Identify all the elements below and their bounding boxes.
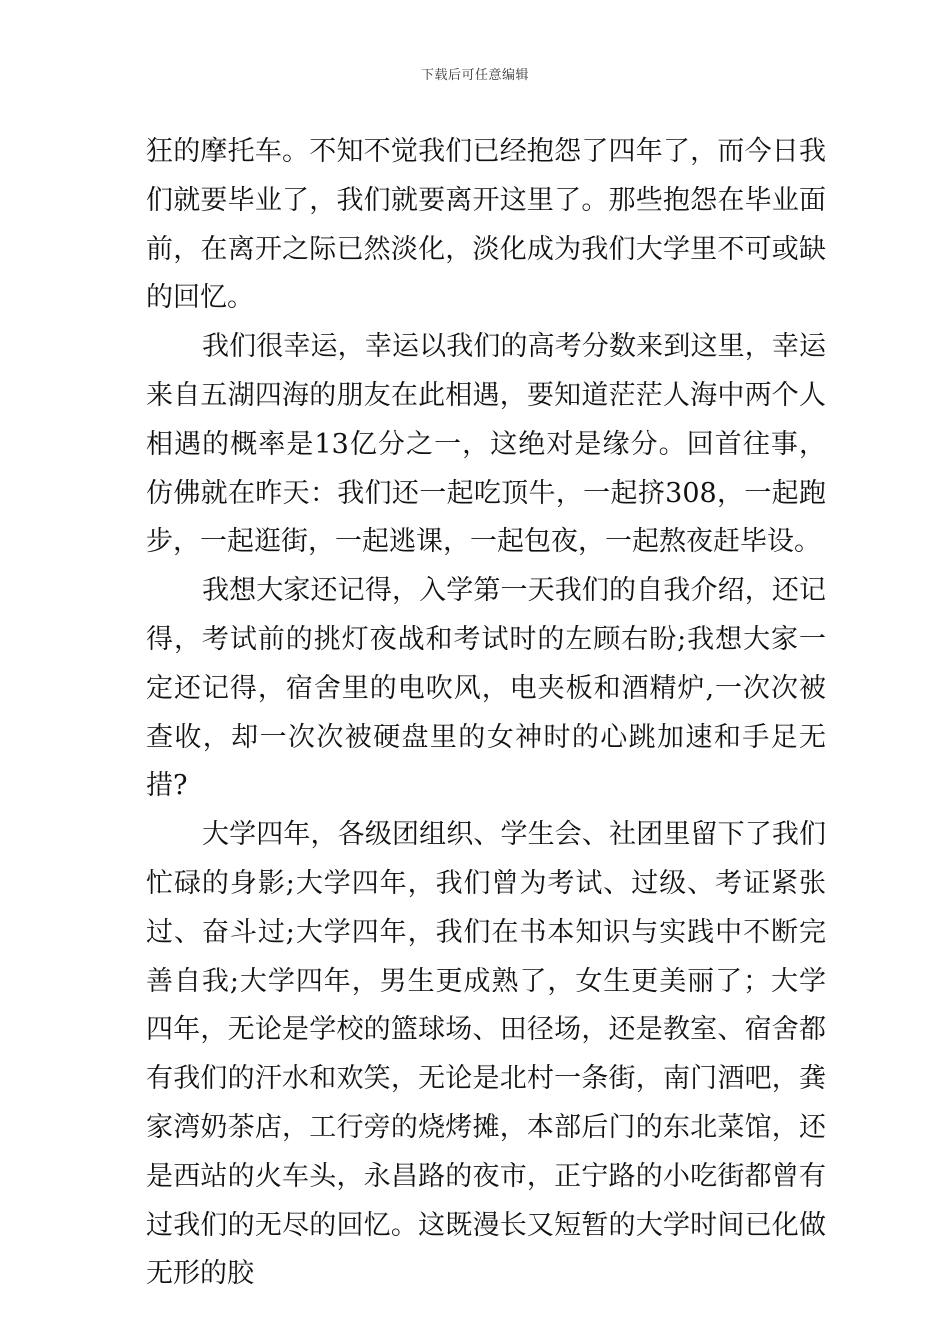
paragraph: 大学四年，各级团组织、学生会、社团里留下了我们忙碌的身影;大学四年，我们曾为考试、过级、考证紧张过、奋斗过;大学四年，我们在书本知识与实践中不断完善自我;大学四年，男生更成熟了，女生更美丽了；大学四年，无论是学校的篮球场、田径场，还是教室、宿舍都有我们的汗水和欢笑，无论是北村一条街，南门酒吧，龚家湾奶茶店，工行旁的烧烤摊，本部后门的东北菜馆，还是西站的火车头，永昌路的夜市，正宁路的小吃街都曾有过我们的无尽的回忆。这既漫长又短暂的大学时间已化做无形的胶	[146, 819, 826, 1290]
paragraph-continuation: 狂的摩托车。不知不觉我们已经抱怨了四年了，而今日我们就要毕业了，我们就要离开这里了。那些抱怨在毕业面前，在离开之际已然淡化，淡化成为我们大学里不可或缺的回忆。	[146, 136, 826, 314]
page-header: 下载后可任意编辑	[420, 68, 529, 83]
document-body	[146, 128, 826, 1299]
paragraph: 我们很幸运，幸运以我们的高考分数来到这里，幸运来自五湖四海的朋友在此相遇，要知道茫茫人海中两个人相遇的概率是13亿分之一，这绝对是缘分。回首往事，仿佛就在昨天：我们还一起吃顶牛，一起挤308，一起跑步，一起逛街，一起逃课，一起包夜，一起熬夜赶毕设。	[146, 331, 826, 558]
paragraph: 我想大家还记得，入学第一天我们的自我介绍，还记得，考试前的挑灯夜战和考试时的左顾右盼;我想大家一定还记得，宿舍里的电吹风，电夹板和酒精炉,一次次被查收，却一次次被硬盘里的女神时的心跳加速和手足无措?	[146, 575, 826, 802]
